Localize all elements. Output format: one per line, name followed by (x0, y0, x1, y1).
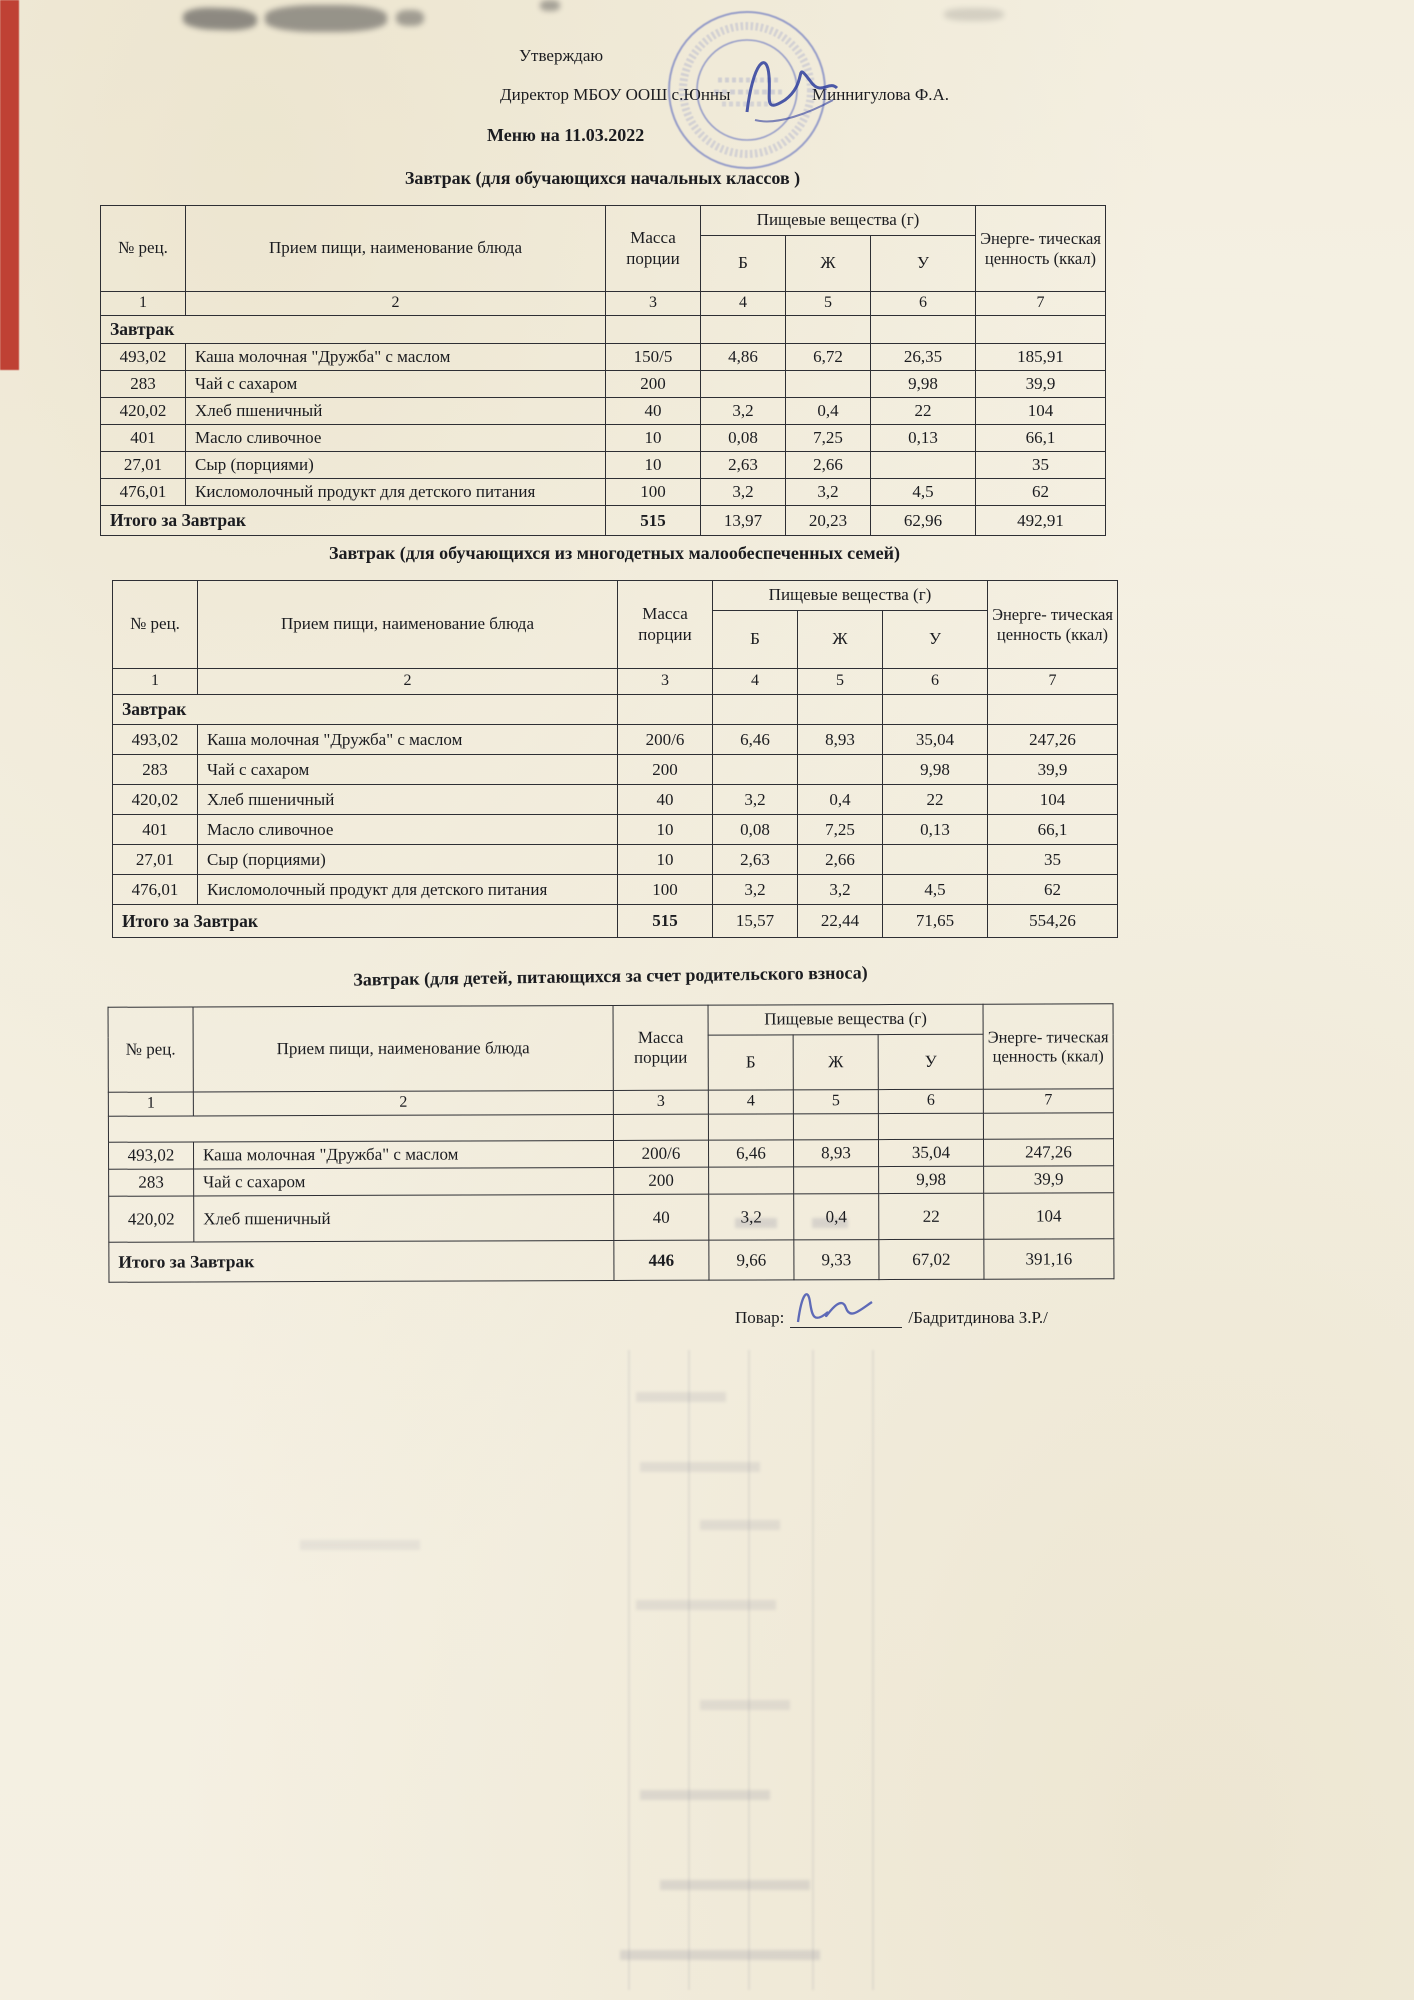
table-row (113, 695, 1118, 725)
bleed-through-mark (700, 1520, 780, 1530)
col-header-mass: Масса порции (618, 581, 713, 669)
col-header-fat: Ж (786, 236, 871, 292)
col-header-dish: Прием пищи, наименование блюда (193, 1005, 613, 1091)
dish-name-cell: Хлеб пшеничный (186, 398, 606, 425)
empty-cell (793, 1114, 878, 1140)
total-carbs-cell: 71,65 (883, 905, 988, 938)
menu-table (108, 1003, 1115, 1283)
total-label: Итого за Завтрак (113, 905, 618, 938)
recipe-no-cell: 283 (101, 371, 186, 398)
total-carbs-cell: 62,96 (871, 506, 976, 536)
protein-cell (701, 371, 786, 398)
scan-smudge (265, 5, 387, 32)
portion-mass-cell: 200 (618, 755, 713, 785)
bleed-through-line (628, 1350, 630, 1990)
protein-cell: 0,08 (701, 425, 786, 452)
fat-cell: 7,25 (786, 425, 871, 452)
recipe-no-cell: 493,02 (108, 1142, 193, 1169)
total-carbs-cell: 67,02 (879, 1239, 984, 1279)
empty-cell (988, 695, 1118, 725)
dish-name-cell: Кисломолочный продукт для детского питания (186, 479, 606, 506)
portion-mass-cell: 150/5 (606, 344, 701, 371)
total-fat-cell: 20,23 (786, 506, 871, 536)
kcal-cell: 66,1 (988, 815, 1118, 845)
kcal-cell: 35 (988, 845, 1118, 875)
bleed-through-mark (636, 1600, 776, 1610)
col-number: 7 (976, 292, 1106, 316)
kcal-cell: 39,9 (988, 755, 1118, 785)
bleed-through-mark (640, 1790, 770, 1800)
col-number: 7 (983, 1089, 1113, 1113)
col-number: 1 (101, 292, 186, 316)
table-row (101, 292, 1106, 316)
recipe-no-cell: 27,01 (101, 452, 186, 479)
total-protein-cell: 9,66 (709, 1240, 794, 1280)
carbs-cell: 35,04 (883, 725, 988, 755)
dish-name-cell: Сыр (порциями) (186, 452, 606, 479)
col-header-nutrients-group: Пищевые вещества (г) (713, 581, 988, 611)
empty-cell (713, 695, 798, 725)
empty-cell (708, 1114, 793, 1140)
dish-name-cell: Масло сливочное (198, 815, 618, 845)
portion-mass-cell: 200 (614, 1167, 709, 1194)
protein-cell: 3,2 (713, 785, 798, 815)
protein-cell: 6,46 (713, 725, 798, 755)
empty-cell (618, 695, 713, 725)
table-row (109, 1166, 1114, 1197)
empty-cell (878, 1113, 983, 1139)
carbs-cell: 22 (871, 398, 976, 425)
table-row (113, 845, 1118, 875)
col-header-fat: Ж (798, 611, 883, 669)
table-row (113, 815, 1118, 845)
bleed-through-mark (660, 1880, 810, 1890)
carbs-cell: 35,04 (878, 1139, 983, 1166)
empty-cell (798, 695, 883, 725)
dish-name-cell: Чай с сахаром (198, 755, 618, 785)
table-row (113, 785, 1118, 815)
table-wrap-parent-fee (108, 1003, 1115, 1283)
recipe-no-cell: 476,01 (101, 479, 186, 506)
empty-cell (883, 695, 988, 725)
col-header-rec-no: № рец. (113, 581, 198, 669)
fat-cell: 0,4 (794, 1194, 879, 1240)
dish-name-cell: Каша молочная "Дружба" с маслом (193, 1140, 613, 1168)
col-number: 6 (878, 1089, 983, 1113)
fat-cell: 6,72 (786, 344, 871, 371)
col-header-carbs: У (878, 1034, 983, 1089)
cook-line (735, 1308, 1048, 1328)
recipe-no-cell: 476,01 (113, 875, 198, 905)
scan-edge-strip (0, 0, 19, 370)
protein-cell: 2,63 (701, 452, 786, 479)
table-wrap-large-families (112, 580, 1118, 938)
fat-cell: 2,66 (786, 452, 871, 479)
col-header-nutrients-group: Пищевые вещества (г) (708, 1004, 983, 1035)
table-row (113, 581, 1118, 611)
portion-mass-cell: 10 (606, 425, 701, 452)
table-row (101, 206, 1106, 236)
col-number: 3 (618, 669, 713, 695)
col-number: 4 (713, 669, 798, 695)
table-title-large-families: Завтрак (для обучающихся из многодетных малообеспеченных семей) (329, 543, 900, 563)
recipe-no-cell: 283 (113, 755, 198, 785)
empty-cell (701, 316, 786, 344)
col-header-fat: Ж (793, 1035, 878, 1090)
recipe-no-cell: 493,02 (113, 725, 198, 755)
bleed-through-mark (700, 1700, 790, 1710)
col-number: 5 (786, 292, 871, 316)
total-kcal-cell: 554,26 (988, 905, 1118, 938)
col-header-dish: Прием пищи, наименование блюда (186, 206, 606, 292)
protein-cell: 3,2 (713, 875, 798, 905)
protein-cell: 4,86 (701, 344, 786, 371)
kcal-cell: 39,9 (984, 1166, 1114, 1193)
col-header-carbs: У (883, 611, 988, 669)
col-number: 1 (113, 669, 198, 695)
carbs-cell: 9,98 (883, 755, 988, 785)
kcal-cell: 104 (988, 785, 1118, 815)
kcal-cell: 35 (976, 452, 1106, 479)
table-row (113, 755, 1118, 785)
scan-smudge (183, 7, 258, 32)
bleed-through-mark (300, 1540, 420, 1550)
recipe-no-cell: 493,02 (101, 344, 186, 371)
portion-mass-cell: 40 (606, 398, 701, 425)
table-row (113, 905, 1118, 938)
dish-name-cell: Кисломолочный продукт для детского питания (198, 875, 618, 905)
fat-cell (794, 1167, 879, 1194)
protein-cell: 3,2 (701, 479, 786, 506)
meal-section-label (108, 1114, 613, 1142)
kcal-cell: 104 (976, 398, 1106, 425)
portion-mass-cell: 100 (606, 479, 701, 506)
director-line-prefix: Директор МБОУ ООШ с.Юнны (500, 85, 731, 104)
meal-section-label: Завтрак (101, 316, 606, 344)
menu-table (100, 205, 1106, 536)
carbs-cell (871, 452, 976, 479)
col-header-nutrients-group: Пищевые вещества (г) (701, 206, 976, 236)
cook-label: Повар: (735, 1308, 785, 1327)
director-signature (733, 42, 845, 130)
carbs-cell: 0,13 (871, 425, 976, 452)
bleed-through-line (812, 1350, 814, 1990)
empty-cell (871, 316, 976, 344)
scan-smudge (944, 8, 1004, 21)
fat-cell: 8,93 (793, 1140, 878, 1167)
col-header-mass: Масса порции (613, 1005, 708, 1090)
scan-smudge (396, 10, 424, 26)
empty-cell (613, 1114, 708, 1140)
col-number: 2 (186, 292, 606, 316)
col-number: 6 (871, 292, 976, 316)
director-name: Миннигулова Ф.А. (812, 85, 950, 104)
dish-name-cell: Хлеб пшеничный (194, 1194, 614, 1241)
col-number: 3 (606, 292, 701, 316)
dish-name-cell: Чай с сахаром (186, 371, 606, 398)
total-label: Итого за Завтрак (109, 1240, 614, 1282)
protein-cell: 3,2 (701, 398, 786, 425)
col-header-rec-no: № рец. (101, 206, 186, 292)
portion-mass-cell: 200/6 (618, 725, 713, 755)
kcal-cell: 247,26 (983, 1139, 1113, 1166)
total-label: Итого за Завтрак (101, 506, 606, 536)
table-row (101, 316, 1106, 344)
total-mass-cell: 446 (614, 1240, 709, 1280)
recipe-no-cell: 283 (109, 1169, 194, 1196)
col-number: 7 (988, 669, 1118, 695)
bleed-through-line (748, 1350, 750, 1990)
kcal-cell: 39,9 (976, 371, 1106, 398)
total-mass-cell: 515 (606, 506, 701, 536)
col-header-energy: Энерге- тическая ценность (ккал) (983, 1004, 1113, 1089)
bleed-through-line (872, 1350, 874, 1990)
table-row (101, 452, 1106, 479)
col-header-carbs: У (871, 236, 976, 292)
total-protein-cell: 15,57 (713, 905, 798, 938)
portion-mass-cell: 200 (606, 371, 701, 398)
col-header-energy: Энерге- тическая ценность (ккал) (976, 206, 1106, 292)
total-protein-cell: 13,97 (701, 506, 786, 536)
protein-cell: 2,63 (713, 845, 798, 875)
portion-mass-cell: 100 (618, 875, 713, 905)
col-number: 4 (708, 1090, 793, 1114)
col-number: 1 (108, 1092, 193, 1116)
table-row (108, 1113, 1113, 1143)
recipe-no-cell: 401 (113, 815, 198, 845)
fat-cell (798, 755, 883, 785)
fat-cell (786, 371, 871, 398)
fat-cell: 8,93 (798, 725, 883, 755)
table-row (101, 344, 1106, 371)
col-number: 3 (613, 1090, 708, 1114)
empty-cell (606, 316, 701, 344)
col-header-rec-no: № рец. (108, 1007, 193, 1092)
protein-cell: 0,08 (713, 815, 798, 845)
table-row (109, 1193, 1114, 1243)
fat-cell: 2,66 (798, 845, 883, 875)
bleed-through-line (688, 1350, 690, 1990)
col-header-mass: Масса порции (606, 206, 701, 292)
carbs-cell: 22 (879, 1193, 984, 1239)
bleed-through-mark (640, 1462, 760, 1472)
col-number: 4 (701, 292, 786, 316)
col-number: 5 (798, 669, 883, 695)
total-kcal-cell: 492,91 (976, 506, 1106, 536)
col-number: 2 (198, 669, 618, 695)
portion-mass-cell: 40 (614, 1194, 709, 1240)
kcal-cell: 62 (988, 875, 1118, 905)
recipe-no-cell: 420,02 (109, 1196, 194, 1242)
total-fat-cell: 22,44 (798, 905, 883, 938)
fat-cell: 3,2 (798, 875, 883, 905)
menu-date-title: Меню на 11.03.2022 (487, 125, 645, 145)
portion-mass-cell: 40 (618, 785, 713, 815)
carbs-cell: 0,13 (883, 815, 988, 845)
recipe-no-cell: 401 (101, 425, 186, 452)
cook-signature (788, 1282, 880, 1334)
cook-name: /Бадритдинова З.Р./ (908, 1308, 1048, 1327)
carbs-cell: 4,5 (883, 875, 988, 905)
dish-name-cell: Каша молочная "Дружба" с маслом (198, 725, 618, 755)
dish-name-cell: Чай с сахаром (194, 1167, 614, 1195)
table-row (113, 669, 1118, 695)
table-row (101, 398, 1106, 425)
col-number: 5 (793, 1090, 878, 1114)
table-row (101, 506, 1106, 536)
table-row (113, 725, 1118, 755)
col-header-protein: Б (713, 611, 798, 669)
carbs-cell (883, 845, 988, 875)
portion-mass-cell: 10 (618, 845, 713, 875)
table-row (101, 371, 1106, 398)
col-header-energy: Энерге- тическая ценность (ккал) (988, 581, 1118, 669)
approve-label: Утверждаю (519, 46, 604, 65)
total-fat-cell: 9,33 (794, 1240, 879, 1280)
portion-mass-cell: 200/6 (613, 1140, 708, 1167)
empty-cell (976, 316, 1106, 344)
table-row (108, 1089, 1113, 1117)
carbs-cell: 4,5 (871, 479, 976, 506)
dish-name-cell: Хлеб пшеничный (198, 785, 618, 815)
kcal-cell: 62 (976, 479, 1106, 506)
kcal-cell: 104 (984, 1193, 1114, 1239)
dish-name-cell: Масло сливочное (186, 425, 606, 452)
protein-cell: 3,2 (709, 1194, 794, 1240)
bleed-through-mark (620, 1950, 820, 1960)
table-wrap-primary (100, 205, 1106, 536)
empty-cell (983, 1113, 1113, 1139)
table-row (109, 1239, 1114, 1283)
table-row (108, 1139, 1113, 1170)
scan-smudge (540, 0, 560, 11)
recipe-no-cell: 420,02 (101, 398, 186, 425)
col-number: 6 (883, 669, 988, 695)
fat-cell: 7,25 (798, 815, 883, 845)
carbs-cell: 9,98 (871, 371, 976, 398)
table-title-parent-fee: Завтрак (для детей, питающихся за счет родительского взноса) (353, 962, 868, 990)
col-header-protein: Б (708, 1035, 793, 1090)
col-header-protein: Б (701, 236, 786, 292)
kcal-cell: 185,91 (976, 344, 1106, 371)
kcal-cell: 247,26 (988, 725, 1118, 755)
table-row (108, 1004, 1113, 1038)
portion-mass-cell: 10 (618, 815, 713, 845)
table-row (113, 875, 1118, 905)
fat-cell: 3,2 (786, 479, 871, 506)
table-row (101, 425, 1106, 452)
dish-name-cell: Каша молочная "Дружба" с маслом (186, 344, 606, 371)
kcal-cell: 66,1 (976, 425, 1106, 452)
col-header-dish: Прием пищи, наименование блюда (198, 581, 618, 669)
fat-cell: 0,4 (798, 785, 883, 815)
table-title-primary: Завтрак (для обучающихся начальных классов ) (404, 168, 801, 188)
recipe-no-cell: 27,01 (113, 845, 198, 875)
carbs-cell: 9,98 (879, 1166, 984, 1193)
dish-name-cell: Сыр (порциями) (198, 845, 618, 875)
total-mass-cell: 515 (618, 905, 713, 938)
carbs-cell: 26,35 (871, 344, 976, 371)
total-kcal-cell: 391,16 (984, 1239, 1114, 1279)
fat-cell: 0,4 (786, 398, 871, 425)
meal-section-label: Завтрак (113, 695, 618, 725)
recipe-no-cell: 420,02 (113, 785, 198, 815)
bleed-through-mark (636, 1392, 726, 1402)
protein-cell (713, 755, 798, 785)
col-number: 2 (193, 1090, 613, 1115)
portion-mass-cell: 10 (606, 452, 701, 479)
carbs-cell: 22 (883, 785, 988, 815)
menu-table (112, 580, 1118, 938)
table-row (101, 479, 1106, 506)
empty-cell (786, 316, 871, 344)
protein-cell: 6,46 (708, 1140, 793, 1167)
protein-cell (709, 1167, 794, 1194)
